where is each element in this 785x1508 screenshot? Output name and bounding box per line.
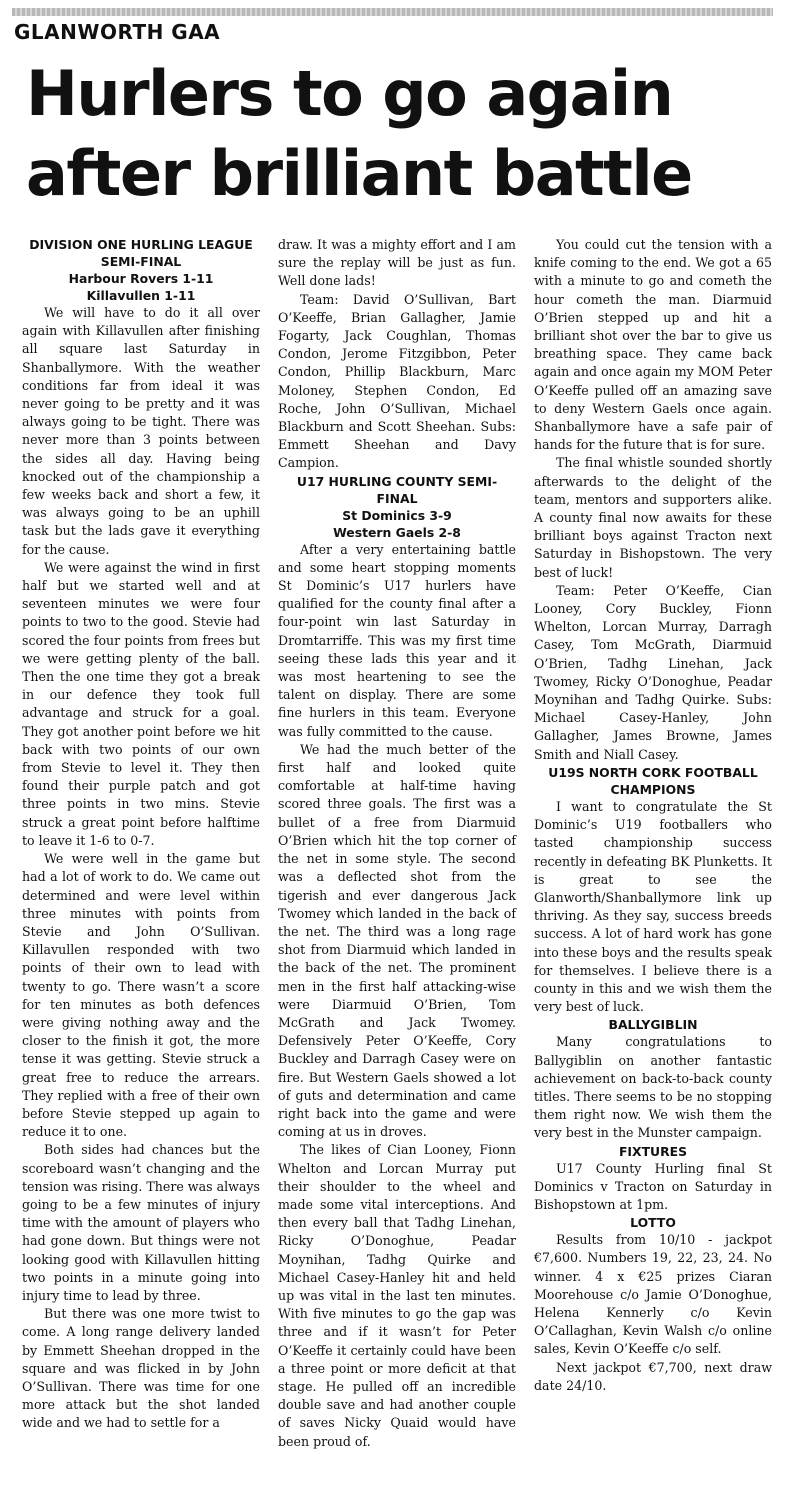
section-heading-lotto: LOTTO: [630, 1215, 676, 1231]
paragraph: But there was one more twist to come. A long range delivery landed by Emmett Sheehan dropped in the square and was flicked in by John O’Sullivan. There was time for one more attack but the shot landed wide and we had to settle for a: [22, 1306, 260, 1431]
paragraph: Results from 10/10 - jackpot €7,600. Numbers 19, 22, 23, 24. No winner. 4 x €25 prizes Ciaran Moorehouse c/o Jamie O’Donoghue, Helena Kennerly c/o Kevin O’Callaghan, Kevin Walsh c/o online sales, Kevin O’Keeffe c/o self.: [534, 1232, 772, 1357]
column-1: [22, 236, 260, 1451]
paragraph: U17 County Hurling final St Dominics v Tracton on Saturday in Bishopstown at 1pm.: [534, 1160, 772, 1212]
paragraph: The likes of Cian Looney, Fionn Whelton and Lorcan Murray put their shoulder to the wheel and made some vital interceptions. And then every ball that Tadhg Linehan, Ricky O’Donoghue, Peadar Moynihan, Tadhg Quirke and Michael Casey-Hanley hit and held up was vital in the last ten minutes. With five minutes to go the gap was three and if it wasn’t for Peter O’Keeffe it certainly could have been a three point or more deficit at that stage. He pulled off an incredible double save and had another couple of saves Nicky Quaid would have been proud of.: [278, 1142, 516, 1449]
section-heading-u17: U17 HURLING COUNTY SEMI-FINAL: [296, 473, 498, 506]
paragraph: Both sides had chances but the scoreboard wasn’t changing and the tension was rising. There was always going to be a few minutes of injury time with the amount of players who had gone down. But things were not looking good with Killavullen hitting two points in a minute going into injury time to lead by three.: [22, 1142, 260, 1303]
team-list: Team: David O’Sullivan, Bart O’Keeffe, Brian Gallagher, Jamie Fogarty, Jack Coughlan, Thomas Condon, Jerome Fitzgibbon, Peter Condon, Phillip Blackburn, Marc Moloney, Stephen Condon, Ed Roche, John O’Sullivan, Michael Blackburn and Scott Sheehan. Subs: Emmett Sheehan and Davy Campion.: [278, 291, 516, 471]
paragraph: We were well in the game but had a lot of work to do. We came out determined and were level within three minutes with points from Stevie and John O’Sullivan. Killavullen responded with two points of their own to lead with twenty to go. There wasn’t a score for ten minutes as both defences were giving nothing away and the closer to the finish it got, the more tense it was getting. Stevie struck a great free to reduce the arrears. They replied with a free of their own before Stevie stepped up again to reduce it to one.: [22, 851, 260, 1140]
paragraph: After a very entertaining battle and some heart stopping moments St Dominic’s U17 hurlers have qualified for the county final after a four-point win last Saturday in Dromtarriffe. This was my first time seeing these lads this year and it was most heartening to see the talent on display. There are some fine hurlers in this team. Everyone was fully committed to the cause.: [278, 541, 516, 739]
paragraph: We will have to do it all over again with Killavullen after finishing all square last Saturday in Shanballymore. With the weather conditions far from ideal it was never going to be pretty and it was always going to be tight. There was never more than 3 points between the sides all day. Having being knocked out of the championship a few weeks back and short a few, it was always going to be an uphill task but the lads gave it everything for the cause.: [22, 305, 260, 557]
section-kicker: GLANWORTH GAA: [14, 20, 221, 44]
team-list: Team: Peter O’Keeffe, Cian Looney, Cory Buckley, Fionn Whelton, Lorcan Murray, Darragh Casey, Tom McGrath, Diarmuid O’Brien, Tadhg Linehan, Jack Twomey, Ricky O’Donoghue, Peadar Moynihan and Tadhg Quirke. Subs: Michael Casey-Hanley, John Gallagher, James Browne, James Smith and Niall Casey.: [534, 582, 772, 762]
section-heading-fixtures: FIXTURES: [618, 1143, 688, 1159]
paragraph: I want to congratulate the St Dominic’s U19 footballers who tasted championship success recently in defeating BK Plunketts. It is great to see the Glanworth/Shanballymore link up thriving. As they say, success breeds success. A lot of hard work has gone into these boys and the results speak for themselves. I believe there is a county in this and we wish them the very best of luck.: [534, 798, 772, 1015]
section-heading-league: DIVISION ONE HURLING LEAGUE SEMI-FINAL: [29, 237, 253, 269]
score-line: Killavullen 1-11: [86, 288, 196, 303]
paragraph: You could cut the tension with a knife coming to the end. We got a 65 with a minute to go and cometh the hour cometh the man. Diarmuid O’Brien stepped up and hit a brilliant shot over the bar to give us breathing space. They came back again and once again my MOM Peter O’Keeffe pulled off an amazing save to deny Western Gaels once again. Shanballymore have a safe pair of hands for the future that is for sure.: [534, 237, 772, 453]
column-3: [534, 236, 772, 1451]
paragraph: Next jackpot €7,700, next draw date 24/10.: [534, 1359, 772, 1393]
score-line: St Dominics 3-9: [342, 507, 452, 523]
headline: Hurlers to go again after brilliant battle: [26, 57, 692, 210]
score-line: Western Gaels 2-8: [333, 524, 461, 540]
paragraph: We had the much better of the first half and looked quite comfortable at half-time having scored three goals. The first was a bullet of a free from Diarmuid O’Brien which hit the top corner of the net in some style. The second was a deflected shot from the tigerish and ever dangerous Jack Twomey which landed in the back of the net. The third was a long rage shot from Diarmuid which landed in the back of the net. The prominent men in the first half attacking-wise were Diarmuid O’Brien, Tom McGrath and Jack Twomey. Defensively Peter O’Keeffe, Cory Buckley and Darragh Casey were on fire. But Western Gaels showed a lot of guts and determination and came right back into the game and were coming at us in droves.: [278, 741, 516, 1140]
paragraph: draw. It was a mighty effort and I am sure the replay will be just as fun. Well done lads!: [278, 237, 516, 289]
section-heading-u19: U19S NORTH CORK FOOTBALL CHAMPIONS: [548, 764, 758, 797]
score-line: Harbour Rovers 1-11: [68, 271, 214, 286]
paragraph: We were against the wind in first half but we started well and at seventeen minutes we were four points to two to the good. Stevie had scored the four points from frees but we were getting plenty of the ball. Then the one time they got a break in our defence they took full advantage and struck for a goal. They got another point before we hit back with two points of our own from Stevie to level it. They then found their purple patch and got three points in two mins. Stevie struck a great point before halftime to leave it 1-6 to 0-7.: [22, 559, 260, 848]
article-columns: [22, 236, 772, 1451]
section-heading-ballygiblin: BALLYGIBLIN: [608, 1017, 698, 1033]
column-2: [278, 236, 516, 1451]
paragraph: Many congratulations to Ballygiblin on another fantastic achievement on back-to-back county titles. There seems to be no stopping them right now. We wish them the very best in the Munster campaign.: [534, 1034, 772, 1141]
paragraph: The final whistle sounded shortly afterwards to the delight of the team, mentors and supporters alike. A county final now awaits for these brilliant boys against Tracton next Saturday in Bishopstown. The very best of luck!: [534, 455, 772, 580]
top-rule: [12, 8, 773, 16]
